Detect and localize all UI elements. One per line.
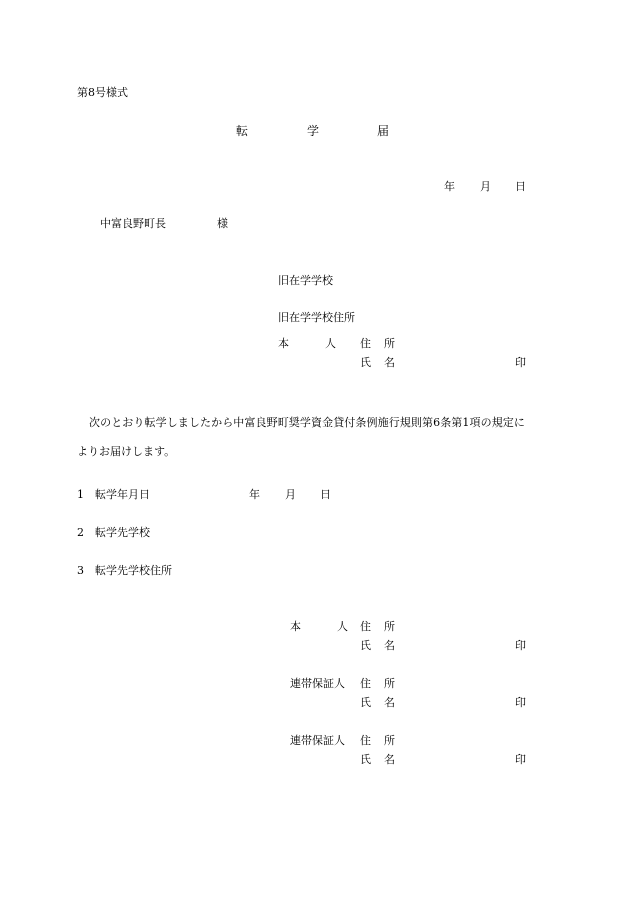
addressee-honorific: 様 — [217, 217, 228, 230]
signer-1-name-a: 氏 — [360, 639, 371, 652]
signer-3-address-a: 住 — [360, 734, 371, 747]
item-1-number: 1 — [77, 488, 84, 501]
signer-2-label: 連帯保証人 — [290, 677, 345, 690]
item-3-label: 転学先学校住所 — [95, 564, 172, 577]
signer-1-label-a: 本 — [290, 620, 301, 633]
body-text-line-2: よりお届けします。 — [77, 445, 176, 458]
principal-name-b: 名 — [384, 356, 395, 369]
signer-1-label-b: 人 — [337, 620, 348, 633]
item-1-label: 転学年月日 — [95, 488, 150, 501]
item-1-day: 日 — [320, 488, 331, 501]
form-number: 第8号様式 — [77, 86, 128, 99]
addressee-name: 中富良野町長 — [100, 217, 166, 230]
signer-1-address-b: 所 — [384, 620, 395, 633]
title-char-2: 学 — [307, 124, 320, 138]
principal-label-a: 本 — [278, 337, 289, 350]
signer-1-name-b: 名 — [384, 639, 395, 652]
principal-label-b: 人 — [325, 337, 336, 350]
body-text-line-1: 次のとおり転学しましたから中富良野町奨学資金貸付条例施行規則第6条第1項の規定に — [89, 416, 525, 429]
principal-address-b: 所 — [384, 337, 395, 350]
signer-2-seal: 印 — [515, 696, 526, 709]
signer-3-name-b: 名 — [384, 753, 395, 766]
principal-name-a: 氏 — [360, 356, 371, 369]
date-day: 日 — [515, 180, 526, 193]
signer-2-name-a: 氏 — [360, 696, 371, 709]
title-char-1: 転 — [236, 124, 249, 138]
signer-3-seal: 印 — [515, 753, 526, 766]
date-year: 年 — [444, 180, 455, 193]
signer-3-label: 連帯保証人 — [290, 734, 345, 747]
item-2-number: 2 — [77, 526, 84, 539]
title-char-3: 届 — [377, 124, 390, 138]
signer-2-address-b: 所 — [384, 677, 395, 690]
signer-2-name-b: 名 — [384, 696, 395, 709]
date-month: 月 — [480, 180, 491, 193]
signer-2-address-a: 住 — [360, 677, 371, 690]
signer-3-address-b: 所 — [384, 734, 395, 747]
signer-3-name-a: 氏 — [360, 753, 371, 766]
item-3-number: 3 — [77, 564, 84, 577]
signer-1-address-a: 住 — [360, 620, 371, 633]
item-1-month: 月 — [285, 488, 296, 501]
signer-1-seal: 印 — [515, 639, 526, 652]
principal-seal: 印 — [515, 356, 526, 369]
item-2-label: 転学先学校 — [95, 526, 150, 539]
former-school-address-label: 旧在学学校住所 — [278, 311, 355, 324]
former-school-label: 旧在学学校 — [278, 274, 333, 287]
item-1-year: 年 — [249, 488, 260, 501]
principal-address-a: 住 — [360, 337, 371, 350]
